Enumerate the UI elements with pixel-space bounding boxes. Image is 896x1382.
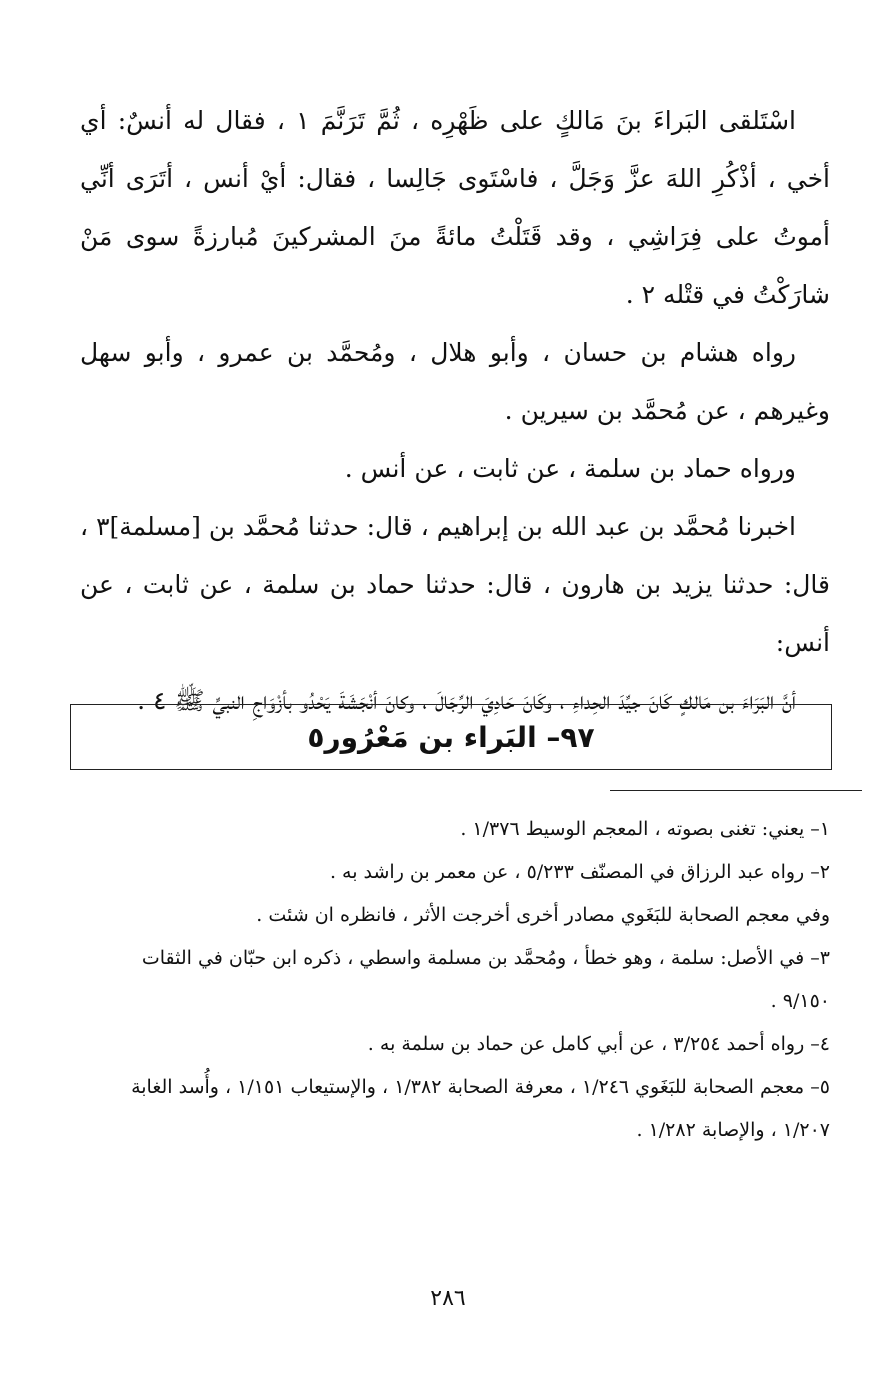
section-title: ٩٧– البَراء بن مَعْرُور٥ — [307, 720, 595, 754]
paragraph-hammad: ورواه حماد بن سلمة ، عن ثابت ، عن أنس . — [344, 454, 796, 483]
footnote-5: ٥– معجم الصحابة للبَغَوي ١/٢٤٦ ، معرفة الصحابة ١/٣٨٢ ، والإستيعاب ١/١٥١ ، وأُسد الغابة ١/٢٠٧ ، والإصابة ١/٢٨٢ . — [131, 1076, 830, 1141]
paragraph-narrators: رواه هشام بن حسان ، وأبو هلال ، ومُحمَّد بن عمرو ، وأبو سهل وغيرهم ، عن مُحمَّد بن سيرين . — [80, 338, 830, 425]
footnote-2-continued: وفي معجم الصحابة للبَغَوي مصادر أخرى أخرجت الأثر ، فانظره ان شئت . — [256, 904, 830, 926]
paragraph-isnad: اخبرنا مُحمَّد بن عبد الله بن إبراهيم ، قال: حدثنا مُحمَّد بن [مسلمة]٣ ، قال: حدثنا يزيد بن هارون ، قال: حدثنا حماد بن سلمة ، عن ثابت ، عن أنس: — [80, 512, 830, 657]
footnotes — [90, 808, 830, 1152]
footnote-3: ٣– في الأصل: سلمة ، وهو خطأ ، ومُحمَّد بن مسلمة واسطي ، ذكره ابن حبّان في الثقات ٩/١٥٠ . — [141, 947, 830, 1012]
footnote-1: ١– يعني: تغنى بصوته ، المعجم الوسيط ١/٣٧٦ . — [460, 818, 830, 840]
paragraph-anas-narration: اسْتَلقى البَراءَ بنَ مَالكٍ على ظَهْرِه ، ثُمَّ تَرَنَّمَ ١ ، فقال له أنسٌ: أي أخي ، أذْكُرِ اللهَ عزَّ وَجَلَّ ، فاسْتَوى جَالِسا ، فقال: أيْ أنس ، أتَرَى أنِّي أموتُ على فِرَاشِي ، وقد قَتَلْتُ مائةً منَ المشركينَ مُبارزةً سوى مَنْ شارَكْتُ في قتْله ٢ . — [80, 106, 830, 309]
paragraph-hida: أنَّ البَرَاءَ بن مَالكٍ كَانَ جيِّدَ الحِداءِ ، وكَانَ حَادِيَ الرِّجَالَ ، وكانَ أنْجَشَةَ يَحْدُو بأزْوَاجِ النبيِّ ﷺ ٤ . — [137, 686, 796, 715]
main-text — [80, 92, 830, 730]
section-title-box — [70, 704, 832, 770]
footnote-4: ٤– رواه أحمد ٣/٢٥٤ ، عن أبي كامل عن حماد بن سلمة به . — [367, 1033, 830, 1055]
page-number: ٢٨٦ — [430, 1286, 466, 1311]
footnote-divider — [610, 790, 862, 791]
footnote-2: ٢– رواه عبد الرزاق في المصنّف ٥/٢٣٣ ، عن معمر بن راشد به . — [329, 861, 830, 883]
